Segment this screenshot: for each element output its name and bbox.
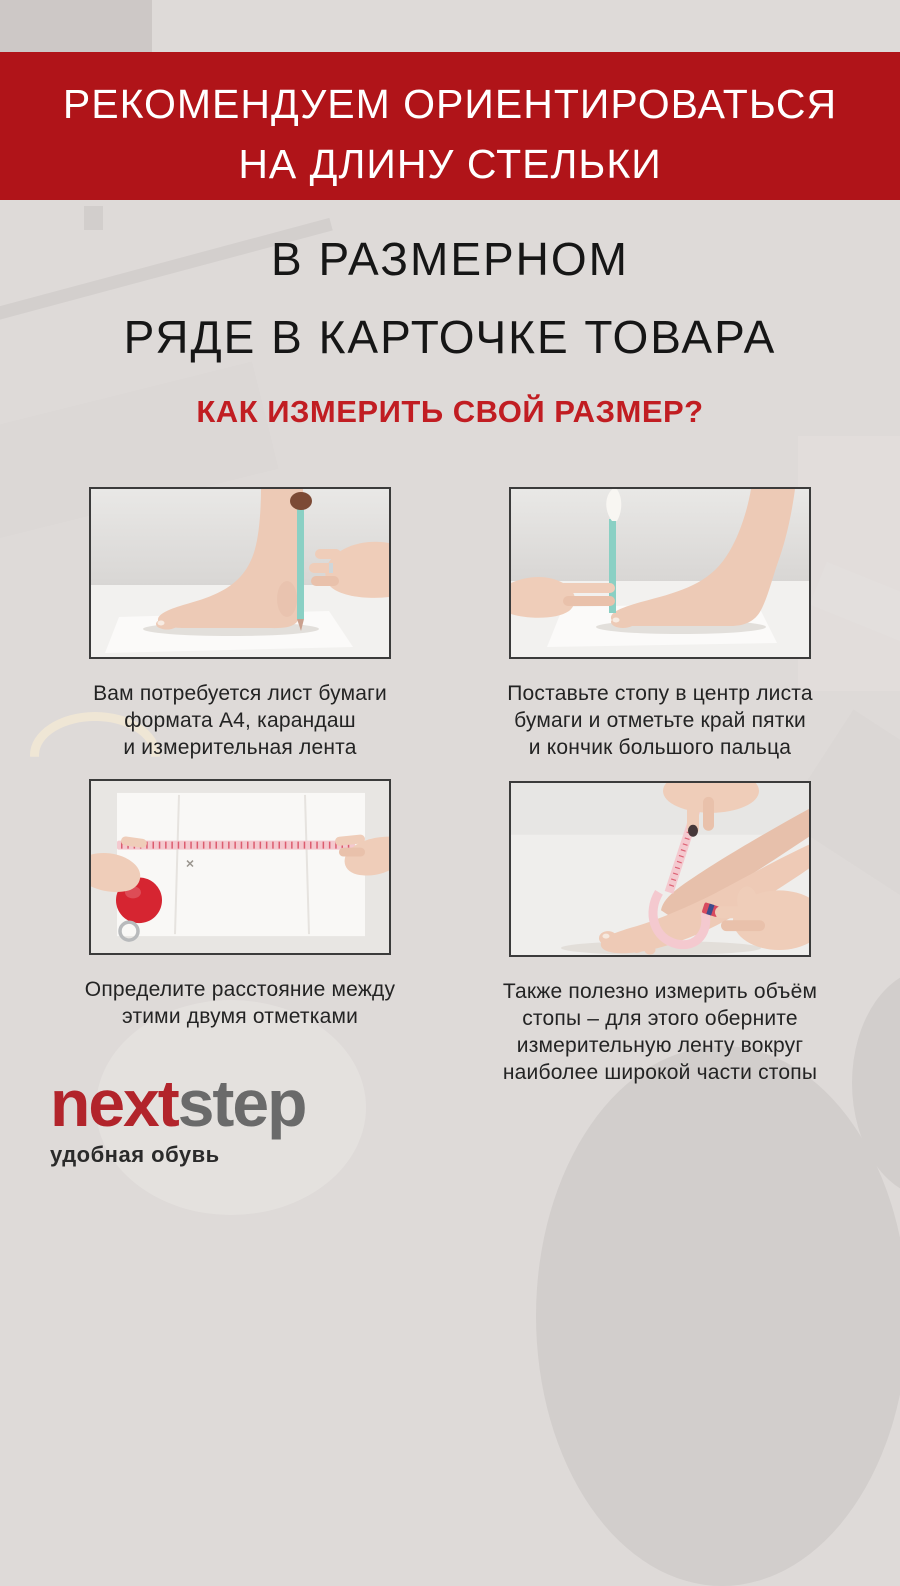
caption-line: наиболее широкой части стопы	[502, 1061, 818, 1084]
banner-line-2: НА ДЛИНУ СТЕЛЬКИ	[238, 141, 662, 187]
brand-wordmark-step: step	[177, 1066, 306, 1140]
caption-line: стопы – для этого оберните	[522, 1007, 798, 1030]
step-1-caption	[70, 680, 410, 761]
title-line-2: РЯДЕ В КАРТОЧКЕ ТОВАРА	[123, 311, 777, 363]
caption-line: формата А4, карандаш	[124, 709, 356, 732]
bg-shape-top-left-rect	[0, 0, 152, 52]
brand-wordmark-next: next	[50, 1066, 178, 1140]
caption-line: бумаги и отметьте край пятки	[514, 709, 806, 732]
recommendation-banner	[0, 52, 900, 200]
tape-around-foot-illustration	[511, 783, 809, 955]
step-3-caption	[70, 976, 410, 1030]
brand-logo	[50, 1066, 306, 1168]
caption-line: этими двумя отметками	[121, 1005, 359, 1028]
step-card-1	[70, 487, 410, 761]
step-card-4	[490, 781, 830, 1086]
photo-tape-around-foot	[509, 781, 811, 957]
photo-foot-pencil-at-heel	[89, 487, 391, 659]
step-card-2	[490, 487, 830, 761]
caption-line: Определите расстояние между	[84, 978, 396, 1001]
brand-tagline: удобная обувь	[50, 1142, 220, 1167]
tape-between-marks-illustration	[91, 781, 389, 953]
caption-line: Вам потребуется лист бумаги	[93, 682, 387, 705]
foot-pencil-heel-illustration	[91, 489, 389, 657]
caption-line: и измерительная лента	[123, 736, 357, 759]
caption-line: и кончик большого пальца	[528, 736, 792, 759]
title-line-1: В РАЗМЕРНОМ	[270, 233, 629, 285]
foot-pencil-toe-illustration	[511, 489, 809, 657]
caption-line: измерительную ленту вокруг	[516, 1034, 804, 1057]
caption-line: Поставьте стопу в центр листа	[507, 682, 813, 705]
page-title	[0, 220, 900, 376]
bg-shape-bottom-blob	[536, 1046, 900, 1586]
step-card-3	[70, 779, 410, 1030]
caption-line: Также полезно измерить объём	[502, 980, 818, 1003]
step-2-caption	[490, 680, 830, 761]
photo-tape-between-marks	[89, 779, 391, 955]
how-to-measure-subtitle: КАК ИЗМЕРИТЬ СВОЙ РАЗМЕР?	[196, 394, 704, 429]
brand-wordmark	[50, 1066, 306, 1140]
banner-line-1: РЕКОМЕНДУЕМ ОРИЕНТИРОВАТЬСЯ	[62, 81, 838, 127]
photo-foot-pencil-at-toe	[509, 487, 811, 659]
step-4-caption	[490, 978, 830, 1086]
